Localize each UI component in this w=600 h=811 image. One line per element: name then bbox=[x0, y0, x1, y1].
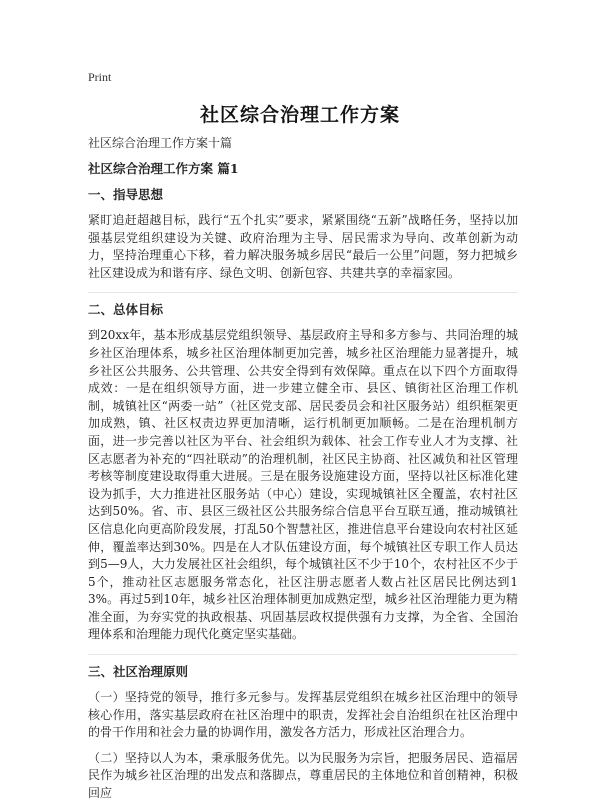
section-paragraph: 紧盯追赶超越目标，践行“五个扎实”要求，紧紧围绕“五新”战略任务，坚持以加强基层党组织建设为关键、政府治理为主导、居民需求为导向、改革创新为动力，坚持治理重心下移，着力解决服务城乡居民“最后一公里”问题，努力把城乡社区建设成为和谐有序、绿色文明、创新包容、共建共享的幸福家园。 bbox=[88, 213, 518, 280]
section-heading-governance-principles: 三、社区治理原则 bbox=[88, 664, 189, 680]
section-paragraph: （一）坚持党的领导，推行多元参与。发挥基层党组织在城乡社区治理中的领导核心作用，落实基层政府在社区治理中的职责，发挥社会自治组织在社区治理中的骨干作用和社会力量的协调作用，激发各方活力，形成社区治理合力。 bbox=[88, 690, 518, 740]
section-paragraph: 到20xx年，基本形成基层党组织领导、基层政府主导和多方参与、共同治理的城乡社区治理体系，城乡社区治理体制更加完善，城乡社区治理能力显著提升，城乡社区公共服务、公共管理、公共安全得到有效保障。重点在以下四个方面取得成效：一是在组织领导方面，进一步建立健全市、县区、镇街社区治理工作机制，城镇社区“两委一站”（社区党支部、居民委员会和社区服务站）组织框架更加成熟，镇、社区权责边界更加清晰，运行机制更加顺畅。二是在治理机制方面，进一步完善以社区为平台、社会组织为载体、社会工作专业人才为支撑、社区志愿者为补充的“四社联动”的治理机制，社区民主协商、社区减负和社区管理考核等制度建设取得重大进展。三是在服务设施建设方面，坚持以社区标准化建设为抓手，大力推进社区服务站（中心）建设，实现城镇社区全覆盖，农村社区达到50%。省、市、县区三级社区公共服务综合信息平台互联互通，推动城镇社区信息化向更高阶段发展，打乱50个智慧社区，推进信息平台建设向农村社区延伸，覆盖率达到30%。四是在人才队伍建设方面，每个城镇社区专职工作人员达到5—9人，大力发展社区社会组织，每个城镇社区不少于10个，农村社区不少于5个，推动社区志愿服务常态化，社区注册志愿者人数占社区居民比例达到13%。再过5到10年，城乡社区治理体制更加成熟定型，城乡社区治理能力更为精准全面，为夯实党的执政根基、巩固基层政权提供强有力支撑，为全省、全国治理体系和治理能力现代化奠定坚实基础。 bbox=[88, 328, 518, 642]
subtitle: 社区综合治理工作方案十篇 bbox=[88, 136, 233, 150]
document-body bbox=[88, 134, 518, 811]
print-link[interactable]: Print bbox=[88, 70, 112, 84]
section-divider bbox=[88, 292, 518, 293]
section-heading-guiding-ideology: 一、指导思想 bbox=[88, 187, 164, 202]
section-divider bbox=[88, 654, 518, 655]
chapter-title: 社区综合治理工作方案 篇1 bbox=[88, 161, 239, 176]
section-heading-overall-goals: 二、总体目标 bbox=[88, 302, 164, 318]
section-paragraph: （二）坚持以人为本，秉承服务优先。以为民服务为宗旨，把服务居民、造福居民作为城乡社区治理的出发点和落脚点，尊重居民的主体地位和首创精神，积极回应 bbox=[88, 750, 518, 801]
page-title: 社区综合治理工作方案 bbox=[199, 104, 400, 126]
